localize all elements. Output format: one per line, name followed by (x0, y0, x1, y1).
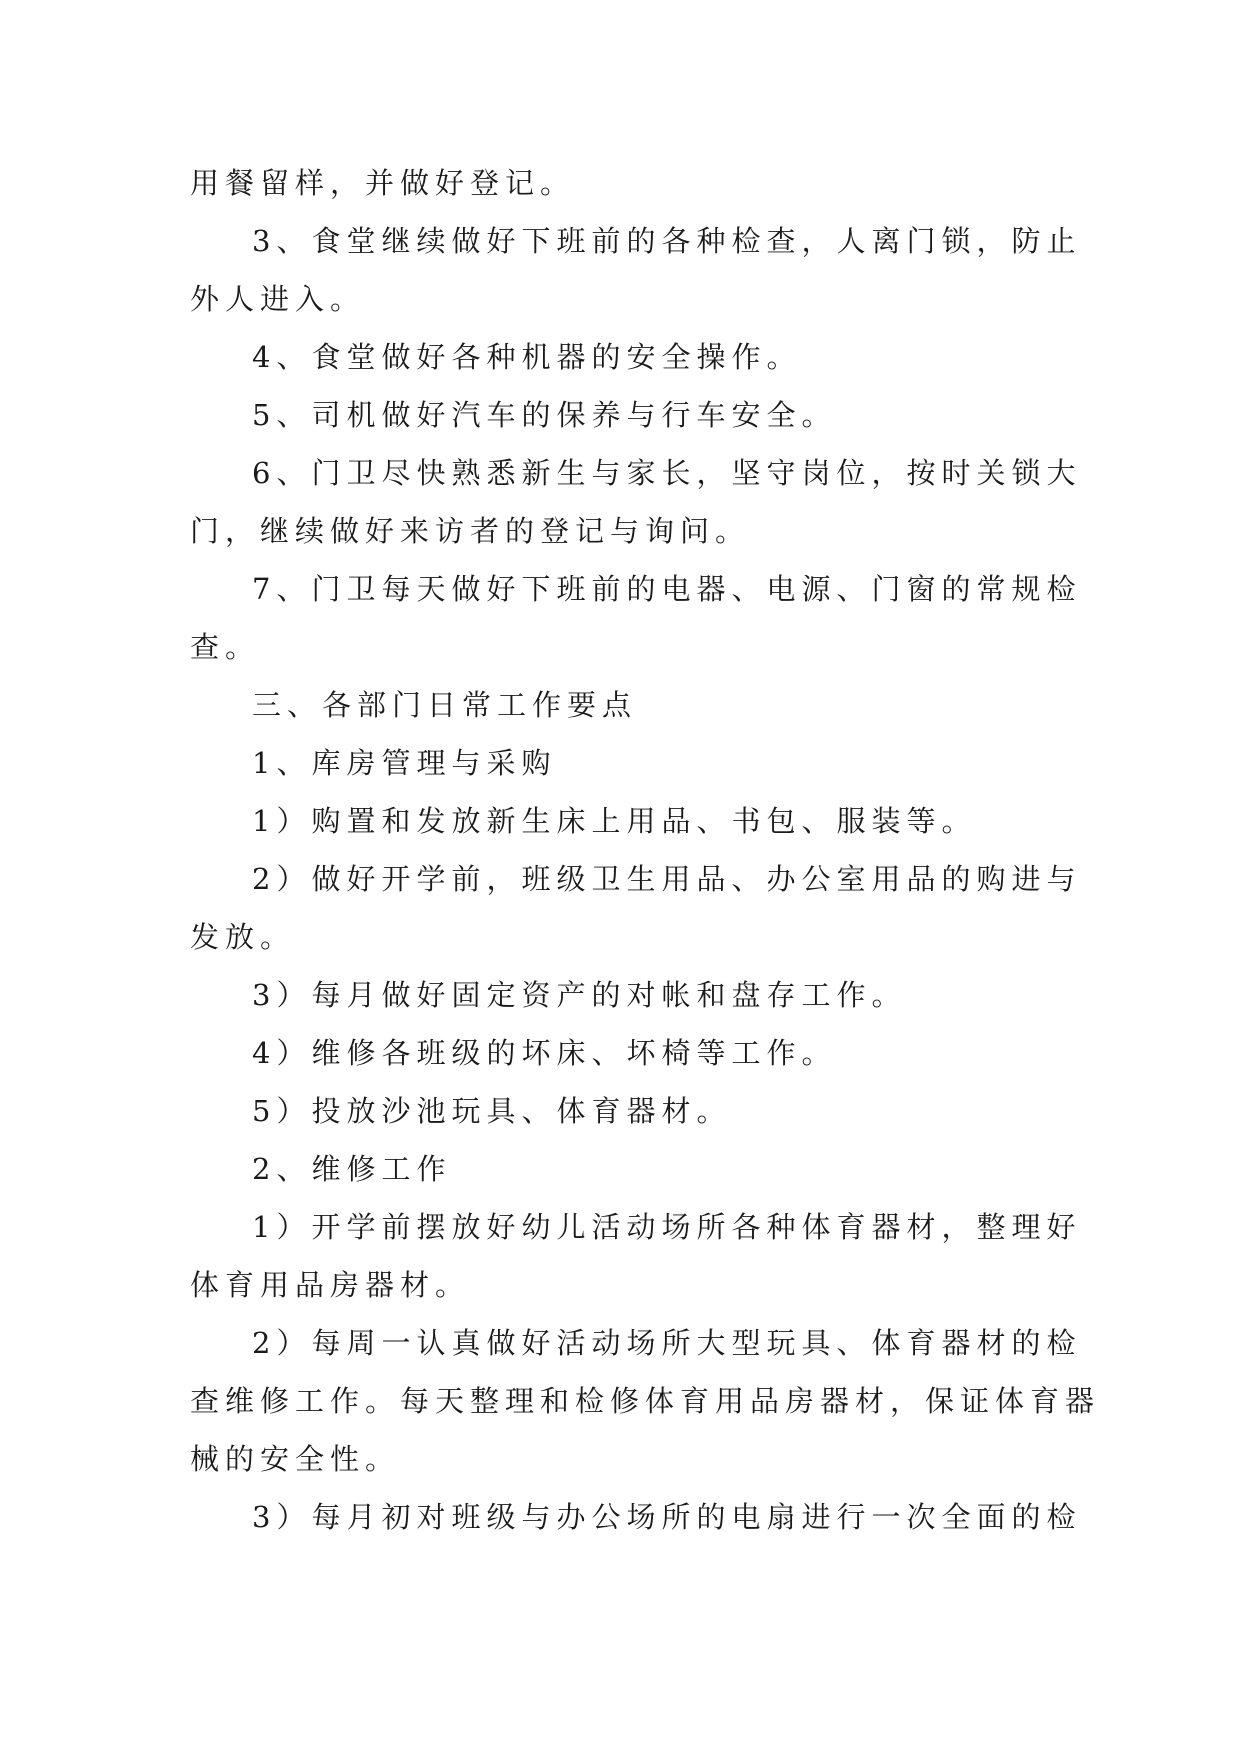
text-line: 查。 (190, 630, 261, 664)
text-line: 1）购置和发放新生床上用品、书包、服装等。 (252, 804, 977, 838)
text-line: 门，继续做好来访者的登记与询问。 (190, 514, 751, 548)
text-line: 用餐留样，并做好登记。 (190, 166, 576, 200)
text-line: 5、司机做好汽车的保养与行车安全。 (252, 398, 837, 432)
text-line: 5）投放沙池玩具、体育器材。 (252, 1094, 732, 1128)
text-line: 4）维修各班级的坏床、坏椅等工作。 (252, 1036, 837, 1070)
text-line: 三、各部门日常工作要点 (252, 688, 638, 722)
text-line: 6、门卫尽快熟悉新生与家长，坚守岗位，按时关锁大 (252, 456, 1082, 490)
text-line: 3、食堂继续做好下班前的各种检查，人离门锁，防止 (252, 224, 1082, 258)
text-line: 外人进入。 (190, 282, 366, 316)
text-line: 械的安全性。 (190, 1442, 401, 1476)
text-line: 3）每月初对班级与办公场所的电扇进行一次全面的检 (252, 1500, 1082, 1534)
text-line: 2、维修工作 (252, 1152, 452, 1186)
text-line: 3）每月做好固定资产的对帐和盘存工作。 (252, 978, 907, 1012)
text-line: 7、门卫每天做好下班前的电器、电源、门窗的常规检 (252, 572, 1082, 606)
text-line: 4、食堂做好各种机器的安全操作。 (252, 340, 802, 374)
text-line: 1、库房管理与采购 (252, 746, 557, 780)
text-line: 1）开学前摆放好幼儿活动场所各种体育器材，整理好 (252, 1210, 1082, 1244)
text-line: 发放。 (190, 920, 296, 954)
text-line: 2）每周一认真做好活动场所大型玩具、体育器材的检 (252, 1326, 1082, 1360)
text-line: 查维修工作。每天整理和检修体育用品房器材，保证体育器 (190, 1384, 1101, 1418)
text-line: 体育用品房器材。 (190, 1268, 471, 1302)
text-line: 2）做好开学前，班级卫生用品、办公室用品的购进与 (252, 862, 1082, 896)
document-body (190, 154, 1101, 1546)
